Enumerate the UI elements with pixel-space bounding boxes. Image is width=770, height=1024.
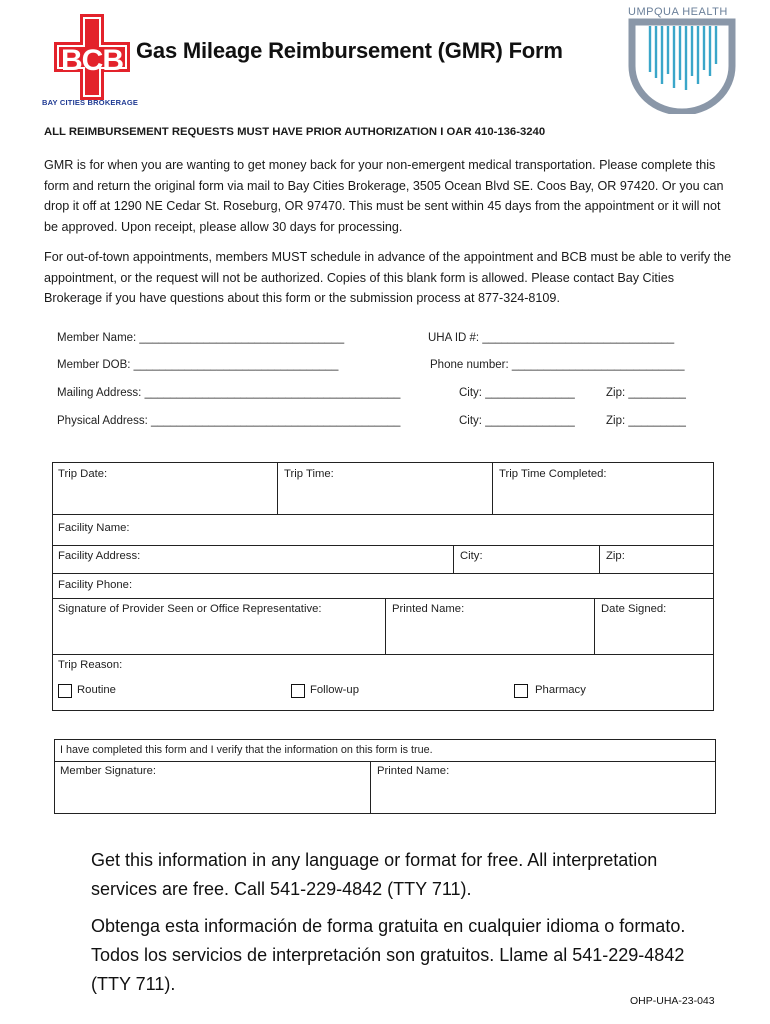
umpqua-logo [622,4,742,114]
mailing-address-field[interactable]: Mailing Address: ________________________________________ [57,387,401,399]
uha-id-field[interactable]: UHA ID #: ______________________________ [428,332,675,344]
instructions-paragraph: GMR is for when you are wanting to get money back for your non-emergent medical transportation. Please complete this form and return the original form via mail to Bay Cities Brokerage, 3505 Ocean Blvd SE. Coos Bay, OR 97420. Or you can drop it off at 1290 NE Cedar St. Roseburg, OR 97470. This must be sent within 45 days from the appointment or it will not be approved. Upon receipt, please allow 30 days for processing. [44,158,724,234]
authorization-notice: ALL REIMBURSEMENT REQUESTS MUST HAVE PRIOR AUTHORIZATION I OAR 410-136-3240 [44,126,546,138]
umpqua-emblem-icon [622,4,742,114]
partner-logo-text: UMPQUA HEALTH [628,6,728,18]
routine-label: Routine [77,684,116,696]
facility-city-field[interactable]: City: [460,550,483,562]
facility-name-field[interactable]: Facility Name: [58,522,130,534]
divider [370,761,371,814]
language-notice-english: Get this information in any language or format for free. All interpretation services are free. Call 541-229-4842 (TTY 711). [91,850,658,899]
trip-date-field[interactable]: Trip Date: [58,468,108,480]
mailing-city-field[interactable]: City: ______________ [459,387,575,399]
mailing-zip-field[interactable]: Zip: _________ [606,387,686,399]
physical-address-field[interactable]: Physical Address: _______________________________________ [57,415,401,427]
facility-address-field[interactable]: Facility Address: [58,550,141,562]
provider-printed-name-field[interactable]: Printed Name: [392,603,465,615]
divider [385,598,386,654]
divider [52,598,714,599]
physical-zip-field[interactable]: Zip: _________ [606,415,686,427]
physical-city-field[interactable]: City: ______________ [459,415,575,427]
divider [52,573,714,574]
member-name-field[interactable]: Member Name: ________________________________ [57,332,345,344]
follow-up-checkbox[interactable] [291,684,305,698]
facility-phone-field[interactable]: Facility Phone: [58,579,133,591]
trip-details-table [52,462,714,711]
trip-reason-label: Trip Reason: [58,659,123,671]
out-of-town-paragraph: For out-of-town appointments, members MUST schedule in advance of the appointment and BCB must be able to verify the appointment, or the request will not be authorized. Copies of this blank form is allowed. Please contact Bay Cities Brokerage if you have questions about this form or the submission process at 877-324-8109. [44,250,732,305]
trip-time-completed-field[interactable]: Trip Time Completed: [499,468,607,480]
divider [52,654,714,655]
divider [453,545,454,573]
logo-text: BCB [61,44,123,77]
divider [54,761,716,762]
divider [52,545,714,546]
language-notice-spanish: Obtenga esta información de forma gratuita en cualquier idioma o formato. Todos los servicios de interpretación son gratuitos. Llame al 541-229-4842 (TTY 711). [91,916,686,994]
logo-subtitle: BAY CITIES BROKERAGE [42,98,139,107]
divider [599,545,600,573]
follow-up-label: Follow-up [310,684,359,696]
form-code: OHP-UHA-23-043 [630,995,715,1007]
divider [277,462,278,514]
facility-zip-field[interactable]: Zip: [606,550,625,562]
member-dob-field[interactable]: Member DOB: ________________________________ [57,359,339,371]
divider [492,462,493,514]
pharmacy-label: Pharmacy [535,684,586,696]
verification-statement: I have completed this form and I verify that the information on this form is true. [60,744,433,756]
page-title: Gas Mileage Reimbursement (GMR) Form [136,38,563,63]
trip-time-field[interactable]: Trip Time: [284,468,334,480]
routine-checkbox[interactable] [58,684,72,698]
divider [594,598,595,654]
provider-signature-field[interactable]: Signature of Provider Seen or Office Representative: [58,603,322,615]
bcb-logo [42,14,142,110]
pharmacy-checkbox[interactable] [514,684,528,698]
divider [52,514,714,515]
member-printed-name-field[interactable]: Printed Name: [377,765,450,777]
member-signature-field[interactable]: Member Signature: [60,765,157,777]
phone-number-field[interactable]: Phone number: ___________________________ [430,359,685,371]
date-signed-field[interactable]: Date Signed: [601,603,667,615]
